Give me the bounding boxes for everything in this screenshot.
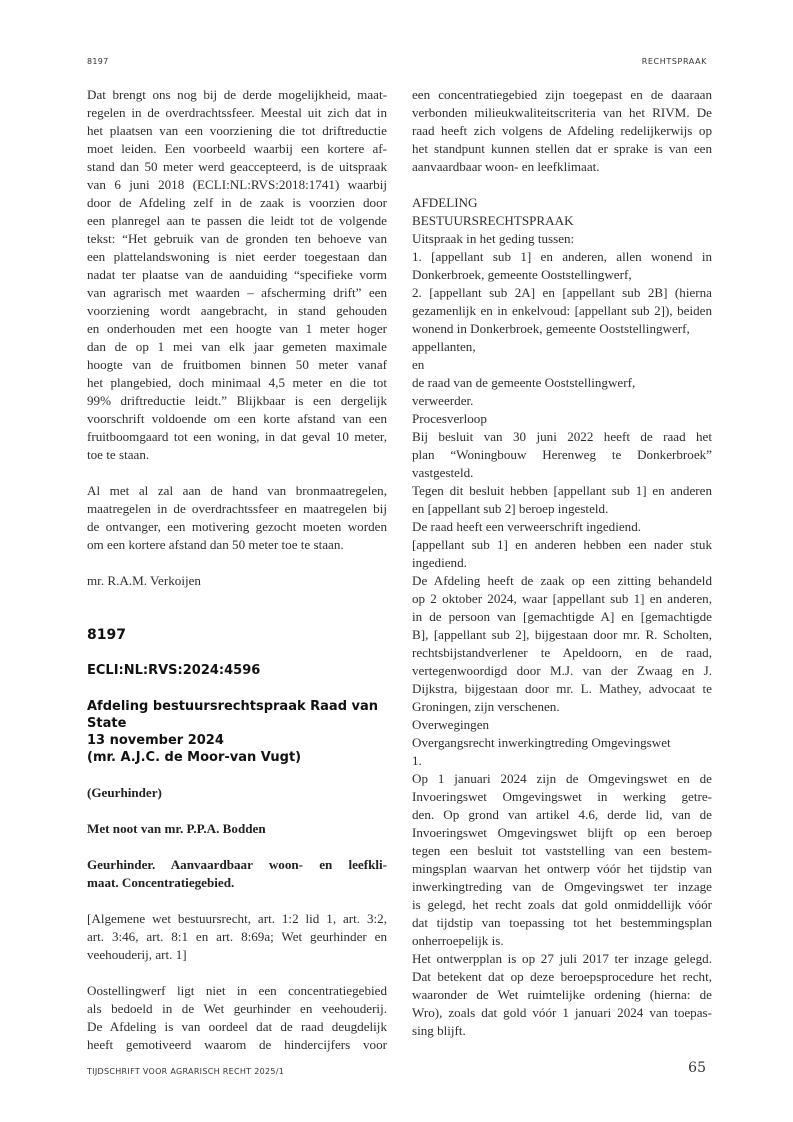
text-line: Tegen dit besluit hebben [appellant sub 1] en anderen — [412, 483, 712, 498]
text-line: aanvaardbaar woon- en leefklimaat. — [412, 159, 600, 174]
text-line: 99% driftreductie leidt.” Blijkbaar is een dergelijk — [87, 393, 387, 408]
paragraph-overdrachtssfeer — [87, 86, 387, 464]
text-line: het standpunt kunnen stellen dat er sprake is van een — [412, 141, 712, 156]
text-line: den. Op grond van artikel 4.6, derde lid, van de — [412, 807, 712, 822]
text-line: maat. Concentratiegebied. — [87, 875, 235, 890]
text-line: om een kortere afstand dan 50 meter toe te staan. — [87, 537, 344, 552]
text-line: stand dan 50 meter werd geaccepteerd, is de uitspraak — [87, 159, 387, 174]
court-heading — [87, 698, 387, 766]
text-line: inwerkingtreding van de Omgevingswet ter inzage — [412, 879, 712, 894]
text-line: De raad heeft een verweerschrift ingediend. — [412, 519, 642, 534]
text-line: als bedoeld in de Wet geurhinder en veehouderij. — [87, 1001, 387, 1016]
text-line: het plaatsen van een voorziening die tot driftreductie — [87, 123, 387, 138]
text-line: van agrarisch met waarden – afscherming drift” een — [87, 285, 387, 300]
text-line: mingsplan waarvan het ontwerp vóór het tijdstip van — [412, 861, 712, 876]
text-line: een planregel aan te passen die leidt tot de volgende — [87, 213, 387, 228]
text-line: een plattelandswoning is niet eerder toegestaan dan — [87, 249, 387, 264]
text-line: Dat brengt ons nog bij de derde mogelijkheid, maat- — [87, 87, 387, 102]
text-line: Donkerbroek, gemeente Ooststellingwerf, — [412, 267, 632, 282]
judge-name: (mr. A.J.C. de Moor-van Vugt) — [87, 750, 302, 765]
text-line: vastgesteld. — [412, 465, 474, 480]
text-line: De Afdeling heeft de zaak op een zitting behandeld — [412, 573, 712, 588]
text-line: Uitspraak in het geding tussen: — [412, 231, 575, 246]
text-line: fruitboomgaard tot een woning, in dat geval 10 meter, — [87, 429, 387, 444]
annotator-note: Met noot van mr. P.P.A. Bodden — [87, 821, 266, 836]
text-line: Oostellingwerf ligt niet in een concentratiegebied — [87, 983, 387, 998]
right-column — [412, 86, 712, 1040]
text-line: en onderhouden met een hoogte van 1 meter hoger — [87, 321, 387, 336]
text-line: art. 3:46, art. 8:1 en art. 8:69a; Wet geurhinder en — [87, 929, 387, 944]
text-line: wonend in Donkerbroek, gemeente Ooststellingwerf, — [412, 321, 690, 336]
text-line: B], [appellant sub 2], bijgestaan door mr. R. Scholten, — [412, 627, 712, 642]
text-line: het plangebied, doch minimaal 4,5 meter en die tot — [87, 375, 387, 390]
text-line: en [appellant sub 2] beroep ingesteld. — [412, 501, 609, 516]
text-line: moet leiden. Een voorbeeld waarbij een kortere af- — [87, 141, 387, 156]
text-line: Al met al zal aan de hand van bronmaatregelen, — [87, 483, 387, 498]
text-line: waaronder de Wet ruimtelijke ordening (hierna: de — [412, 987, 712, 1002]
court-name: Afdeling bestuursrechtspraak Raad van State — [87, 699, 379, 731]
text-line: Wro), zoals dat gold vóór 1 januari 2024 van toepas- — [412, 1005, 712, 1020]
text-line: 1. — [412, 753, 422, 768]
text-line: raad heeft zich volgens de Afdeling redelijkerwijs op — [412, 123, 712, 138]
topic-label: (Geurhinder) — [87, 785, 162, 800]
text-line: AFDELING — [412, 195, 478, 210]
text-line: BESTUURSRECHTSPRAAK — [412, 213, 574, 228]
text-line: verbonden milieukwaliteitscriteria van het RIVM. De — [412, 105, 712, 120]
text-line: de raad van de gemeente Ooststellingwerf, — [412, 375, 636, 390]
text-line: ingediend. — [412, 555, 467, 570]
text-line: de ontvanger, een motivering gezocht moeten worden — [87, 519, 387, 534]
text-line: Procesverloop — [412, 411, 487, 426]
text-line: plan “Woningbouw Herenweg te Donkerbroek” — [412, 447, 712, 462]
text-line: in de persoon van [gemachtigde A] en [gemachtigde — [412, 609, 712, 624]
text-line: Dat betekent dat op deze beroepsprocedure het recht, — [412, 969, 712, 984]
text-line: [appellant sub 1] en anderen hebben een nader stuk — [412, 537, 712, 552]
legislation-references — [87, 910, 387, 964]
text-line: De Afdeling is van oordeel dat de raad deugdelijk — [87, 1019, 387, 1034]
paragraph-conclusion — [87, 482, 387, 554]
text-line: op 2 oktober 2024, waar [appellant sub 1] en anderen, — [412, 591, 712, 606]
ecli-identifier: ECLI:NL:RVS:2024:4596 — [87, 663, 261, 678]
text-line: Invoeringswet Omgevingswet blijft op een beroep — [412, 825, 712, 840]
text-line: veehouderij, art. 1] — [87, 947, 187, 962]
text-line: onherroepelijk is. — [412, 933, 504, 948]
text-line: verweerder. — [412, 393, 474, 408]
text-line: een concentratiegebied zijn toegepast en de daaraan — [412, 87, 712, 102]
running-header-number: 8197 — [87, 57, 109, 66]
text-line: Overwegingen — [412, 717, 490, 732]
text-line: Dijkstra, bijgestaan door mr. L. Mathey, advocaat te — [412, 681, 712, 696]
text-line: toe te staan. — [87, 447, 150, 462]
text-line: sing blijft. — [412, 1023, 466, 1038]
text-line: gezamenlijk en in enkelvoud: [appellant sub 2]), beiden — [412, 303, 712, 318]
text-line: dat tijdstip van toepassing tot het bestemmingsplan — [412, 915, 712, 930]
text-line: regelen in de overdrachtssfeer. Meestal uit zich dat in — [87, 105, 387, 120]
text-line: rechtsbijstandverlener te Apeldoorn, en de raad, — [412, 645, 712, 660]
text-line: Op 1 januari 2024 zijn de Omgevingswet en de — [412, 771, 712, 786]
running-header-section: RECHTSPRAAK — [641, 57, 707, 66]
text-line: hoogte van de fruitbomen binnen 50 meter vanaf — [87, 357, 387, 372]
text-line: Het ontwerpplan is op 27 juli 2017 ter inzage gelegd. — [412, 951, 712, 966]
text-line: Groningen, zijn verschenen. — [412, 699, 560, 714]
text-line: tekst: “Het gebruik van de gronden ten behoeve van — [87, 231, 387, 246]
judgment-body — [412, 194, 712, 1040]
text-line: en — [412, 357, 425, 372]
text-line: dan de op 1 mei van elk jaar gemeten maximale — [87, 339, 387, 354]
text-line: 2. [appellant sub 2A] en [appellant sub 2B] (hierna — [412, 285, 712, 300]
text-line: voorschrift voldoende om een korte afstand van een — [87, 411, 387, 426]
decision-date: 13 november 2024 — [87, 733, 224, 748]
text-line: van 6 juni 2018 (ECLI:NL:RVS:2018:1741) waarbij — [87, 177, 387, 192]
text-line: door de Afdeling zelf in de zaak is voorzien door — [87, 195, 387, 210]
text-line: voorziening wordt aangebracht, in stand gehouden — [87, 303, 387, 318]
text-line: Geurhinder. Aanvaardbaar woon- en leefkli- — [87, 857, 387, 872]
case-summary-continued — [412, 86, 712, 176]
author-signature: mr. R.A.M. Verkoijen — [87, 573, 201, 588]
left-column — [87, 86, 387, 1054]
text-line: Bij besluit van 30 juni 2022 heeft de raad het — [412, 429, 712, 444]
text-line: nadat ter plaatse van de aanduiding “specifieke vorm — [87, 267, 387, 282]
page-number: 65 — [688, 1060, 706, 1076]
text-line: Invoeringswet Omgevingswet in werking getre- — [412, 789, 712, 804]
text-line: is gelegd, het recht zoals dat gold onmiddellijk vóór — [412, 897, 712, 912]
text-line: 1. [appellant sub 1] en anderen, allen wonend in — [412, 249, 712, 264]
text-line: appellanten, — [412, 339, 476, 354]
text-line: vertegenwoordigd door M.J. van der Zwaag en J. — [412, 663, 712, 678]
text-line: heeft gemotiveerd waarom de hindercijfers voor — [87, 1037, 387, 1052]
text-line: Overgangsrecht inwerkingtreding Omgevingswet — [412, 735, 671, 750]
case-number-heading: 8197 — [87, 627, 126, 643]
keywords — [87, 856, 387, 892]
text-line: [Algemene wet bestuursrecht, art. 1:2 lid 1, art. 3:2, — [87, 911, 387, 926]
journal-title: TIJDSCHRIFT VOOR AGRARISCH RECHT 2025/1 — [87, 1067, 285, 1076]
text-line: tegen een besluit tot vaststelling van een bestem- — [412, 843, 712, 858]
text-line: maatregelen in de overdrachtssfeer en maatregelen bij — [87, 501, 387, 516]
case-summary — [87, 982, 387, 1054]
